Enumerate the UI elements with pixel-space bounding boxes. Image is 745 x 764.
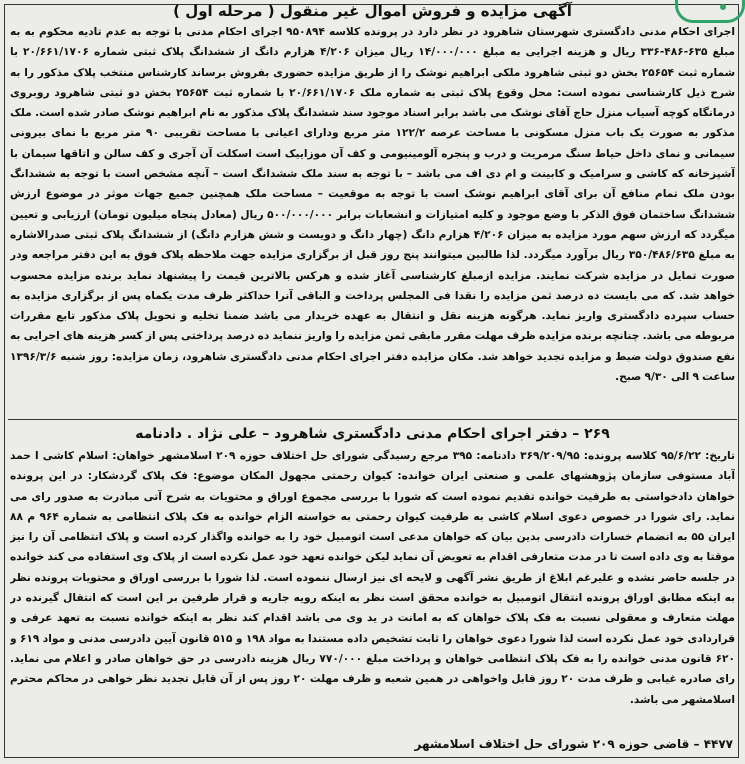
notice2-title: ۲۶۹ – دفتر اجرای احکام مدنی دادگستری شاهرود – علی نژاد . دادنامه <box>8 419 737 445</box>
notice1-body: اجرای احکام مدنی دادگستری شهرستان شاهرود در نظر دارد در پرونده کلاسه ۹۵۰۸۹۴ اجرای احکام مدنی با توجه به عدم تادیه محکوم به به مبلغ ۶۳۵-۴۸۶-۳۳۶ ریال و هزینه اجرایی به مبلغ ۱۴/۰۰۰/۰۰۰ ریال میزان ۴/۲۰۶ هزارم دانگ از ششدانگ پلاک ثبتی شماره ۲۰/۶۶۱/۱۷۰۶ با شماره ثبت ۲۵۶۵۴ بخش دو ثبتی شاهرود ملکی ابراهیم نوشک را از طریق مزایده حضوری بفروش برساند کارشناس منتخب پلاک مذکور را به شرح ذیل کارشناسی نموده است: محل وقوع پلاک ثبتی به شماره ملک ۲۰/۶۶۱/۱۷۰۶ با شماره ثبت ۲۵۶۵۴ بخش دو ثبتی شاهرود روبروی درمانگاه کوچه آسیاب منزل حاج آقای نوشک می باشد برابر اسناد موجود سند ششدانگ پلاک مذکور به نام ابراهیم نوشک صادر شده است. ملک مذکور به صورت یک باب منزل مسکونی با مساحت عرصه ۱۲۲/۲ متر مربع ودارای اعیانی با مساحت تقریبی ۹۰ متر مربع با نمای بیرونی سیمانی و نمای داخل حیاط سنگ مرمریت و درب و پنجره آلومینیومی و کف آن موزاییک است اسکلت آن آجری و کف سالن و اتاقها سیمان با آشپزخانه که کاشی و سرامیک و کابینت و ام دی اف می باشد – با توجه به سند ملک ششدانگ است – آنچه مشخص است با توجه به ششدانگ بودن ملک تمام منافع آن برای آقای ابراهیم نوشک است با توجه به موقعیت – مساحت ملک همچنین جمیع جهات موثر در موضوع ارزش ششدانگ ساختمان فوق الذکر با وضع موجود و کلیه امتیازات و انشعابات برابر ۵۰۰/۰۰۰/۰۰۰ ریال (معادل پنجاه میلیون تومان) ارزیابی و تعیین میگردد که ارزش سهم مورد مزایده به میزان ۴/۲۰۶ هزارم دانگ (چهار دانگ و دویست و شش هزارم دانگ) از ششدانگ پلاک ثبتی صدرالاشاره به مبلغ ۳۵۰/۴۸۶/۶۳۵ ریال برآورد میگردد. لذا طالبین میتوانند پنج روز قبل از برگزاری مزایده جهت ملاحظه پلاک فوق به این دفتر مراجعه ودر صورت تمایل در مزایده شرکت نمایند. مزایده ازمبلغ کارشناسی آغاز شده و هرکس بالاترین قیمت را پیشنهاد نماید برنده مزایده محسوب خواهد شد. که می بایست ده درصد ثمن مزایده را نقدا فی المجلس پرداخت و الباقی آنرا حداکثر ظرف مدت یکماه پس از برگزاری مزایده به حساب سپرده دادگستری واریز نماید. هرگونه هزینه نقل و انتقال به عهده خریدار می باشد ضمنا تخلیه و تحویل پلاک مذکور تابع مقررات مربوطه می باشد. چنانچه برنده مزایده ظرف مهلت مقرر مابقی ثمن مزایده را واریز ننماید ده درصد پرداختی پس از کسر هزینه های اجرایی به نفع صندوق دولت ضبط و مزایده تجدید خواهد شد. مکان مزایده دفتر اجرای احکام مدنی دادگستری شاهرود، زمان مزایده: روز شنبه ۱۳۹۶/۳/۶ ساعت ۹ الی ۹/۳۰ صبح. <box>10 26 735 384</box>
notice2-signature: ۴۴۷۷ – قاضی حوزه ۲۰۹ شورای حل اختلاف اسلامشهر <box>414 737 733 751</box>
notice2-body: تاریخ: ۹۵/۶/۲۲ کلاسه پرونده: ۳۶۹/۲۰۹/۹۵ دادنامه: ۳۹۵ مرجع رسیدگی شورای حل اختلاف حوزه ۲۰۹ اسلامشهر خواهان: اسلام کاشی ا حمد آباد مستوفی سازمان پژوهشهای علمی و صنعتی ایران خوانده: کیوان رحمتی مجهول المکان موضوع: فک پلاک گردشکار: در این پرونده خواهان دادخواستی به طرفیت خوانده تقدیم نموده است که شورا با بررسی مجموع اوراق و محتویات به شرح آتی مبادرت به صدور رای می نماید. رای شورا در خصوص دعوی اسلام کاشی به طرفیت کیوان رحمتی به خواسته الزام خوانده به فک پلاک انتظامی به شماره ۹۶۴ م ۸۸ ایران ۵۵ به انضمام خسارات دادرسی بدین بیان که خواهان مدعی است اتومبیل خود را به خوانده واگذار کرده است و پلاک انتظامی آن را نیز موقتا به وی داده است تا در مدت متعارفی اقدام به تعویض آن نماید لیکن خوانده تعهد خود عمل نکرده است از پلاک وی استفاده می کند خوانده در جلسه حاضر نشده و علیرغم ابلاغ از طریق نشر آگهی و لایحه ای نیز ارسال ننموده است. لذا شورا با بررسی اوراق و محتویات پرونده نظر به اینکه مطابق اوراق پرونده انتقال اتومبیل به خوانده محقق است نظر به اینکه رویه جاریه و قرار طرفین بر این است که انتقال گیرنده در مهلت متعارف و معقولی نسبت به فک پلاک خواهان که به امانت در ید وی می باشد اقدام کند نظر به اینکه خوانده نسبت به تعهد عرفی و قراردادی خود عمل نکرده است لذا شورا دعوی خواهان را ثابت تشخیص داده مستندا به مواد ۱۹۸ و ۵۱۵ قانون آیین دادرسی مدنی و مواد ۶۱۹ و ۶۲۰ قانون مدنی خوانده را به فک پلاک انتظامی خواهان و پرداخت مبلغ ۷۷۰/۰۰۰ ریال هزینه دادرسی در حق خواهان صادر و اعلام می نماید. رای صادره غیابی و ظرف مدت ۲۰ روز قابل واخواهی در همین شعبه و ظرف مهلت ۲۰ روز پس از آن قابل تجدید نظر خواهی در محاکم محترم اسلامشهر می باشد. <box>10 450 735 706</box>
notice1-title: آگهی مزایده و فروش اموال غیر منقول ( مرحله اول ) <box>173 2 572 20</box>
